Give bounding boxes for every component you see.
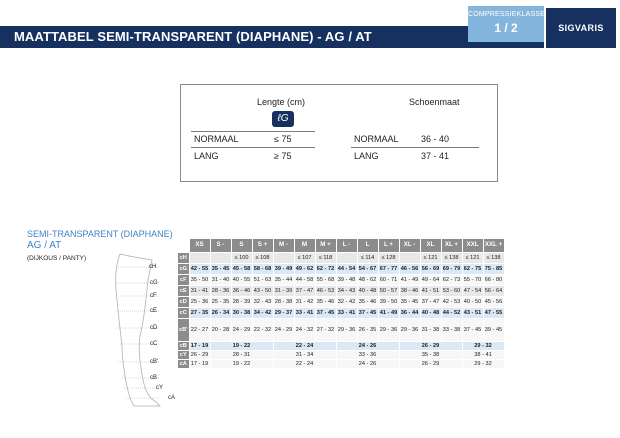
table-cell: 26 - 35	[357, 318, 378, 341]
table-cell: 56 - 69	[420, 263, 441, 274]
size-header-s: S	[231, 239, 252, 252]
table-cell: 34 - 43	[336, 285, 357, 296]
row-label: cB	[178, 341, 189, 350]
leg-label-cb-prime: cB'	[150, 359, 159, 365]
table-cell	[273, 252, 294, 263]
table-cell: ≤ 108	[252, 252, 273, 263]
table-cell: 47 - 54	[462, 285, 483, 296]
leg-outline-icon	[100, 250, 180, 410]
size-header-l-plus: L +	[378, 239, 399, 252]
table-cell: 22 - 32	[252, 318, 273, 341]
table-row	[178, 252, 504, 263]
size-header-xxl-plus: XXL +	[483, 239, 504, 252]
table-cell: ≤ 138	[483, 252, 504, 263]
table-cell: 19 - 22	[210, 359, 273, 368]
table-cell: 45 - 56	[483, 296, 504, 307]
section-title-line2: AG / AT	[27, 240, 62, 251]
table-cell: 22 - 24	[273, 359, 336, 368]
table-cell: 51 - 63	[252, 274, 273, 285]
table-cell: 28 - 39	[231, 296, 252, 307]
table-row	[178, 307, 504, 318]
size-header-xl-plus: XL +	[441, 239, 462, 252]
size-header-xxl: XXL	[462, 239, 483, 252]
table-cell: 35 - 38	[399, 350, 462, 359]
table-cell: 46 - 53	[315, 285, 336, 296]
table-cell: 33 - 41	[294, 307, 315, 318]
leg-label-cf: cF	[150, 293, 157, 299]
length-badge: ℓG	[272, 111, 294, 127]
leg-label-cd: cD	[150, 325, 158, 331]
size-header-xs: XS	[189, 239, 210, 252]
shoe-row-label: NORMAAL	[354, 134, 399, 144]
table-cell: 24 - 29	[273, 318, 294, 341]
table-cell: 26 - 29	[399, 341, 462, 350]
table-cell: 46 - 56	[399, 263, 420, 274]
leg-label-cy: cY	[156, 385, 164, 391]
table-cell: 44 - 52	[441, 307, 462, 318]
size-header-row	[178, 239, 504, 252]
leg-label-ce: cE	[150, 308, 158, 314]
brand-logo	[546, 8, 616, 48]
table-cell: 44 - 54	[336, 263, 357, 274]
size-header-m-minus: M -	[273, 239, 294, 252]
table-cell: 47 - 55	[483, 307, 504, 318]
table-cell: ≤ 121	[462, 252, 483, 263]
table-cell: 29 - 36	[399, 318, 420, 341]
table-cell: 24 - 26	[336, 341, 399, 350]
size-table	[178, 239, 505, 369]
length-row-value: ≤ 75	[274, 134, 292, 144]
table-cell: 38 - 41	[462, 350, 504, 359]
table-cell: 36 - 46	[231, 285, 252, 296]
table-cell: 37 - 47	[294, 285, 315, 296]
row-label: cG	[178, 263, 189, 274]
row-label: cD	[178, 296, 189, 307]
table-cell: 53 - 60	[441, 285, 462, 296]
table-cell: 42 - 55	[189, 263, 210, 274]
table-cell: 31 - 42	[294, 296, 315, 307]
table-cell: 43 - 50	[252, 285, 273, 296]
table-cell: 17 - 19	[190, 360, 209, 367]
size-header-m: M	[294, 239, 315, 252]
table-cell: 22 - 24	[273, 341, 336, 350]
table-cell	[210, 252, 231, 263]
size-header-xl-minus: XL -	[399, 239, 420, 252]
table-cell: 29 - 32	[462, 341, 504, 350]
table-cell: 67 - 77	[378, 263, 399, 274]
table-cell: 37 - 47	[420, 296, 441, 307]
table-cell: 41 - 49	[399, 274, 420, 285]
table-cell: 31 - 34	[273, 350, 336, 359]
table-cell: 20 - 28	[210, 318, 231, 341]
table-cell: 27 - 35	[189, 307, 210, 318]
table-cell: 50 - 57	[378, 285, 399, 296]
table-cell: 30 - 38	[231, 307, 252, 318]
table-cell: 35 - 45	[210, 263, 231, 274]
table-cell: 29 - 36	[378, 318, 399, 341]
table-cell: 40 - 48	[420, 307, 441, 318]
table-cell: 37 - 45	[357, 307, 378, 318]
leg-label-cc: cC	[150, 341, 158, 347]
table-cell: ≤ 100	[231, 252, 252, 263]
table-cell: 54 - 67	[357, 263, 378, 274]
table-corner	[178, 239, 189, 252]
table-cell: 26 - 29	[190, 351, 209, 358]
table-cell: 62 - 75	[462, 263, 483, 274]
table-cell	[189, 252, 210, 263]
size-table-body	[178, 239, 504, 368]
table-cell: 35 - 46	[315, 296, 336, 307]
size-header-l-minus: L -	[336, 239, 357, 252]
table-row	[178, 318, 504, 341]
table-cell: 29 - 37	[273, 307, 294, 318]
table-cell: 28 - 36	[210, 285, 231, 296]
table-cell: 44 - 58	[294, 274, 315, 285]
compression-class-label: COMPRESSIEKLASSE	[468, 11, 546, 18]
table-cell: 37 - 45	[315, 307, 336, 318]
table-cell: 28 - 38	[273, 296, 294, 307]
table-cell: ≤ 128	[378, 252, 399, 263]
size-header-l: L	[357, 239, 378, 252]
section-title-line1: SEMI-TRANSPARENT (DIAPHANE)	[27, 229, 173, 239]
table-cell: 27 - 32	[315, 318, 336, 341]
shoe-row-value: 36 - 40	[421, 134, 450, 144]
table-row	[178, 274, 504, 285]
table-cell: 26 - 29	[399, 359, 462, 368]
size-header-xl: XL	[420, 239, 441, 252]
table-cell: ≤ 121	[420, 252, 441, 263]
length-column-title: Lengte (cm)	[257, 97, 306, 107]
table-cell: 31 - 41	[189, 285, 210, 296]
table-cell: 19 - 22	[210, 341, 273, 350]
table-cell: 33 - 41	[336, 307, 357, 318]
table-cell: 56 - 64	[483, 285, 504, 296]
table-cell: 32 - 42	[336, 296, 357, 307]
table-cell: 38 - 46	[399, 285, 420, 296]
page-title: MAATTABEL SEMI-TRANSPARENT (DIAPHANE) - AG / AT	[14, 29, 372, 44]
divider	[191, 147, 315, 148]
table-cell: ≤ 138	[441, 252, 462, 263]
table-cell: ≤ 107	[294, 252, 315, 263]
row-label: cY	[178, 350, 189, 359]
table-cell: 37 - 45	[462, 318, 483, 341]
length-row-label: NORMAAL	[194, 134, 239, 144]
table-cell: 49 - 64	[420, 274, 441, 285]
leg-label-cb: cB	[150, 375, 158, 381]
table-cell: 49 - 62	[294, 263, 315, 274]
table-cell: 45 - 58	[231, 263, 252, 274]
section-title	[27, 229, 173, 251]
table-cell	[399, 252, 420, 263]
table-cell: 39 - 45	[483, 318, 504, 341]
table-cell: 33 - 38	[441, 318, 462, 341]
table-cell: 24 - 32	[294, 318, 315, 341]
table-cell: 41 - 49	[378, 307, 399, 318]
table-cell: 62 - 72	[315, 263, 336, 274]
table-cell: 69 - 79	[441, 263, 462, 274]
table-row	[178, 296, 504, 307]
shoe-row-label: LANG	[354, 151, 379, 161]
size-header-m-plus: M +	[315, 239, 336, 252]
table-row	[178, 285, 504, 296]
row-label: cF	[178, 274, 189, 285]
table-cell: 29 - 36	[336, 318, 357, 341]
shoe-size-column-title: Schoenmaat	[409, 97, 460, 107]
section-subtitle: (DIJKOUS / PANTY)	[27, 255, 87, 262]
table-cell: 35 - 46	[357, 296, 378, 307]
table-cell: 17 - 19	[190, 342, 209, 349]
size-header-s-minus: S -	[210, 239, 231, 252]
table-row	[178, 263, 504, 274]
table-cell: ≤ 118	[315, 252, 336, 263]
table-cell: ≤ 114	[357, 252, 378, 263]
table-cell	[336, 252, 357, 263]
table-cell: 58 - 68	[252, 263, 273, 274]
table-row	[178, 350, 504, 359]
table-cell: 33 - 36	[336, 350, 399, 359]
size-header-s-plus: S +	[252, 239, 273, 252]
table-cell: 55 - 70	[462, 274, 483, 285]
leg-label-ch: cH	[149, 264, 157, 270]
table-cell: 39 - 50	[378, 296, 399, 307]
length-table	[180, 84, 498, 182]
table-cell: 25 - 36	[189, 296, 210, 307]
table-cell: 43 - 51	[462, 307, 483, 318]
table-cell: 48 - 62	[357, 274, 378, 285]
length-row-label: LANG	[194, 151, 219, 161]
leg-label-ca: cA	[168, 395, 176, 401]
table-cell: 60 - 71	[378, 274, 399, 285]
table-cell: 62 - 73	[441, 274, 462, 285]
table-cell: 40 - 55	[231, 274, 252, 285]
table-cell: 31 - 39	[273, 285, 294, 296]
brand-name: SIGVARIS	[558, 23, 604, 33]
table-cell: 29 - 32	[462, 359, 504, 368]
row-label: cH	[178, 252, 189, 263]
table-cell: 32 - 43	[252, 296, 273, 307]
table-cell: 41 - 51	[420, 285, 441, 296]
table-cell: 22 - 27	[189, 318, 210, 341]
table-cell: 24 - 29	[231, 318, 252, 341]
table-row	[178, 341, 504, 350]
row-label: cB'	[178, 318, 189, 341]
table-cell: 39 - 48	[336, 274, 357, 285]
table-cell: 34 - 42	[252, 307, 273, 318]
divider	[351, 147, 479, 148]
compression-class-box	[468, 6, 544, 42]
table-cell: 42 - 53	[441, 296, 462, 307]
shoe-row-value: 37 - 41	[421, 151, 450, 161]
table-cell: 35 - 44	[273, 274, 294, 285]
row-label: cA	[178, 359, 189, 368]
table-cell: 31 - 40	[210, 274, 231, 285]
row-label: cC	[178, 307, 189, 318]
divider	[191, 131, 315, 132]
table-cell: 55 - 68	[315, 274, 336, 285]
table-cell: 66 - 80	[483, 274, 504, 285]
row-label: cE	[178, 285, 189, 296]
table-cell: 26 - 34	[210, 307, 231, 318]
compression-class-value: 1 / 2	[494, 21, 518, 35]
table-cell: 36 - 44	[399, 307, 420, 318]
leg-label-cg: cG	[150, 280, 158, 286]
table-cell: 75 - 85	[483, 263, 504, 274]
table-cell: 39 - 49	[273, 263, 294, 274]
leg-illustration	[100, 250, 180, 410]
length-row-value: ≥ 75	[274, 151, 292, 161]
table-cell: 25 - 35	[210, 296, 231, 307]
table-cell: 40 - 48	[357, 285, 378, 296]
table-cell: 40 - 50	[462, 296, 483, 307]
table-cell: 24 - 26	[336, 359, 399, 368]
table-row	[178, 359, 504, 368]
table-cell: 35 - 45	[399, 296, 420, 307]
table-cell: 28 - 31	[210, 350, 273, 359]
table-cell: 31 - 38	[420, 318, 441, 341]
table-cell: 35 - 50	[189, 274, 210, 285]
